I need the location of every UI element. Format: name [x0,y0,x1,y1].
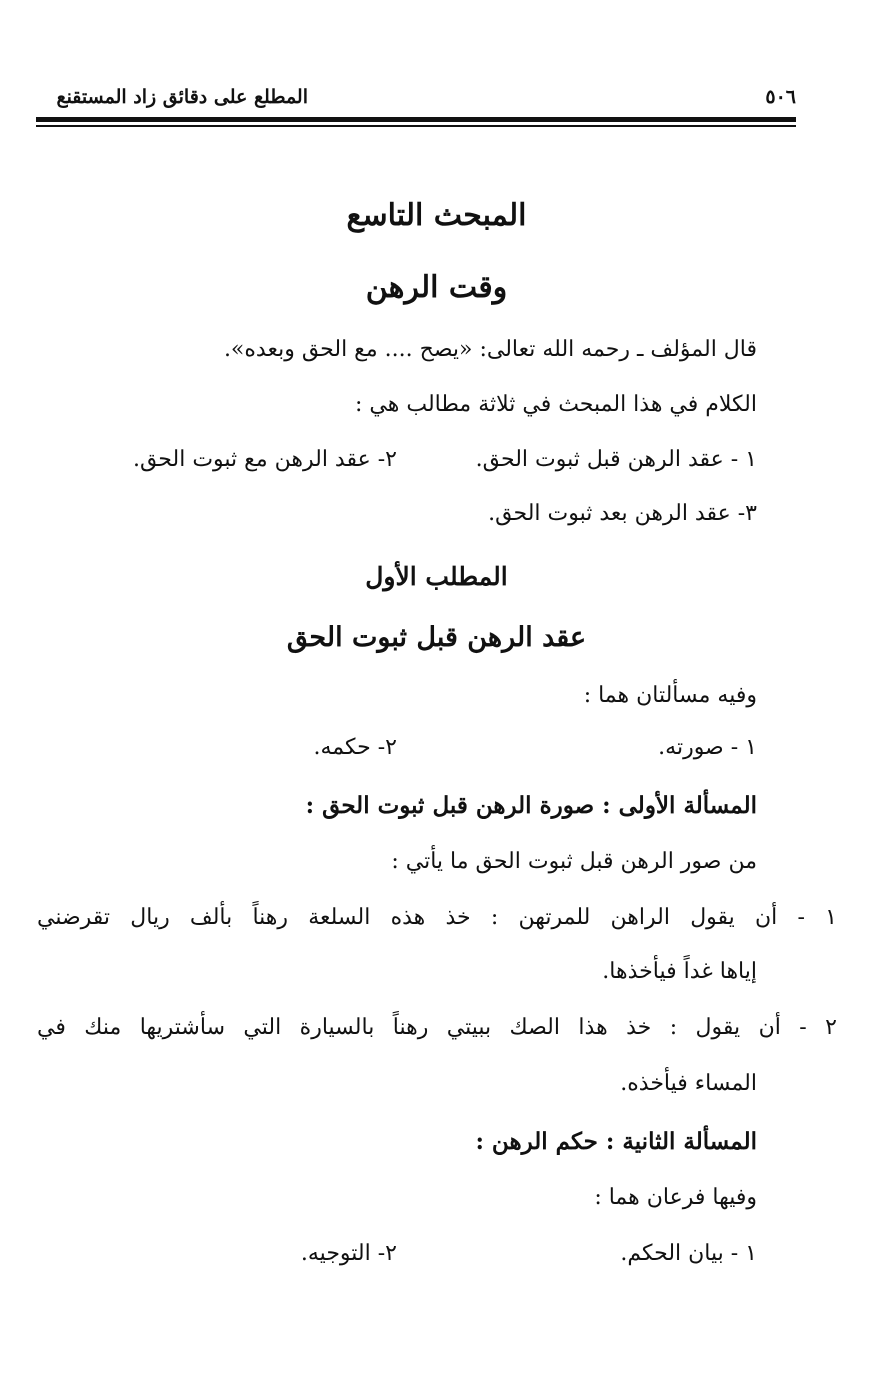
masala1-lead: من صور الرهن قبل ثبوت الحق ما يأتي : [391,849,757,874]
page-number: ٥٠٦ [765,86,796,108]
matlab1-heading: المطلب الأول [365,562,508,591]
masala2-heading: المسألة الثانية : حكم الرهن : [475,1128,757,1155]
masala1-example1-line2: إياها غداً فيأخذها. [602,959,757,984]
masala1-example1-line1: ١ - أن يقول الراهن للمرتهن : خذ هذه السلعة رهناً بألف ريال تقرضني [37,905,837,930]
masala2-item-2: ٢- التوجيه. [300,1241,397,1266]
matlab1-item-1: ١ - صورته. [658,735,757,760]
intro-item-3: ٣- عقد الرهن بعد ثبوت الحق. [488,501,757,526]
matlab1-subheading: عقد الرهن قبل ثبوت الحق [286,622,587,653]
book-title: المطلع على دقائق زاد المستقنع [56,86,308,108]
intro-lead: الكلام في هذا المبحث في ثلاثة مطالب هي : [355,392,757,417]
author-quote: قال المؤلف ـ رحمه الله تعالى: «يصح .... مع الحق وبعده». [223,337,757,362]
masala2-item-1: ١ - بيان الحكم. [620,1241,757,1266]
header-rule-thick [36,117,796,122]
intro-item-1: ١ - عقد الرهن قبل ثبوت الحق. [475,447,757,472]
section-subheading: وقت الرهن [365,270,508,305]
section-heading: المبحث التاسع [346,198,527,233]
intro-item-2: ٢- عقد الرهن مع ثبوت الحق. [132,447,397,472]
masala2-lead: وفيها فرعان هما : [594,1185,757,1210]
masala1-example2-line1: ٢ - أن يقول : خذ هذا الصك ببيتي رهناً بالسيارة التي سأشتريها منك في [37,1015,837,1040]
matlab1-lead: وفيه مسألتان هما : [583,683,757,708]
running-header [36,82,796,114]
header-rule-thin [36,125,796,127]
masala1-heading: المسألة الأولى : صورة الرهن قبل ثبوت الحق : [305,792,757,819]
masala1-example2-line2: المساء فيأخذه. [620,1071,757,1096]
matlab1-item-2: ٢- حكمه. [313,735,397,760]
